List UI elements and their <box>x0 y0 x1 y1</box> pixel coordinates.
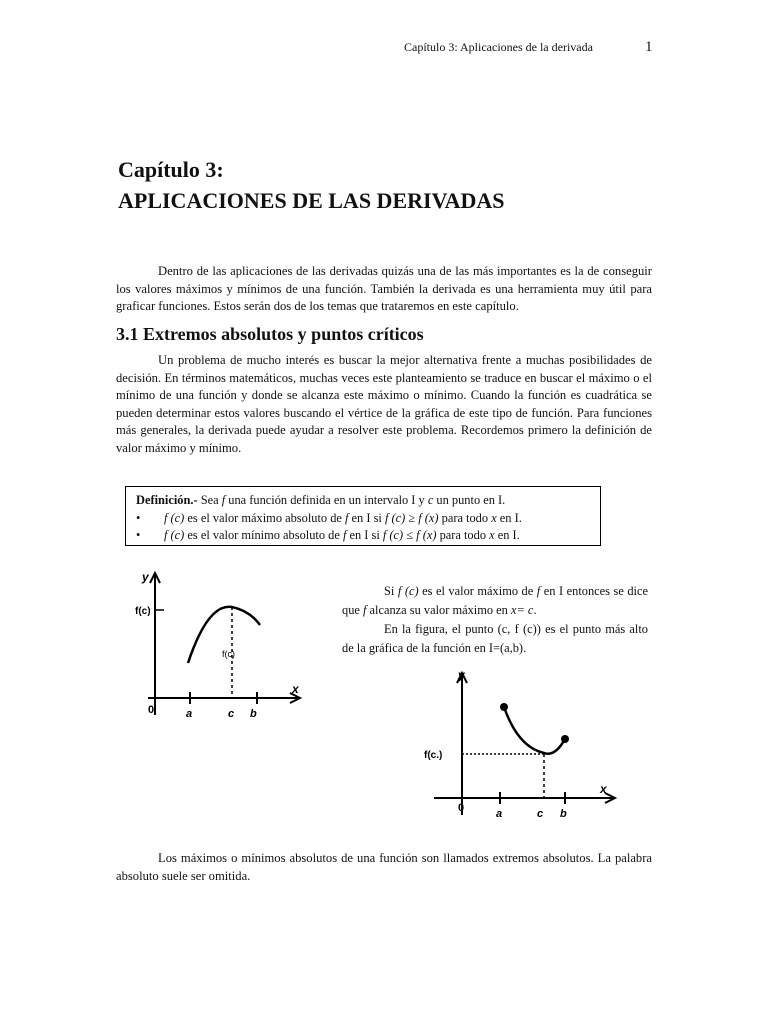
intro-text: Dentro de las aplicaciones de las derivadas quizás una de las más importantes es la de conseguir los valores máximos y mínimos de una función. También la derivada es una herramienta muy útil para graficar funciones. Estos serán dos de los temas que trataremos en este capítulo. <box>116 264 652 313</box>
x-axis-label: x <box>292 682 299 696</box>
page-number: 1 <box>645 39 653 55</box>
running-header: Capítulo 3: Aplicaciones de la derivada <box>404 40 593 54</box>
fc-label: f(c.) <box>424 750 443 761</box>
curve-label: f(c) <box>222 649 235 659</box>
section-paragraph <box>116 352 652 457</box>
figure-minimum <box>420 665 620 825</box>
definition-bullet-max: • f (c) es el valor máximo absoluto de f en I si f (c) ≥ f (x) para todo x en I. <box>136 510 600 528</box>
y-axis-label: y <box>142 570 149 584</box>
y-axis-label: y <box>458 668 465 682</box>
section-text: Un problema de mucho interés es buscar la mejor alternativa frente a muchas posibilidades de decisión. En términos matemáticos, muchas veces este planteamiento se traduce en buscar el máximo o el mínimo de una función y donde se alcanza este máximo o mínimo. Cuando la función es cuadrática se pueden determinar estos valores buscando el vértice de la gráfica de este tipo de función. Para funciones más generales, la derivada puede ayudar a resolver este problema. Recordemos primero la definición de valor máximo y mínimo. <box>116 353 652 455</box>
definition-bullet-min: • f (c) es el valor mínimo absoluto de f en I si f (c) ≤ f (x) para todo x en I. <box>136 527 600 545</box>
c-label: c <box>537 808 544 820</box>
chapter-title-line2: APLICACIONES DE LAS DERIVADAS <box>118 188 505 213</box>
x-axis-label: x <box>600 782 607 796</box>
definition-intro: Definición.- Sea f una función definida en un intervalo I y c un punto en I. <box>136 493 506 507</box>
origin-label: 0 <box>458 802 465 814</box>
definition-box <box>125 486 601 546</box>
chapter-title <box>118 154 505 216</box>
bullet-icon: • <box>136 528 141 542</box>
endpoint-a-dot <box>500 703 508 711</box>
chapter-title-line1: Capítulo 3: <box>118 157 224 182</box>
bullet-icon: • <box>136 510 141 525</box>
b-label: b <box>560 808 567 820</box>
a-label: a <box>186 708 193 720</box>
closing-paragraph <box>116 850 652 885</box>
side-explanation <box>342 582 648 658</box>
side-paragraph-2: En la figura, el punto (c, f (c)) es el punto más alto de la gráfica de la función en I=(a,b). <box>342 622 648 655</box>
fc-label: f(c) <box>135 606 151 617</box>
section-heading: 3.1 Extremos absolutos y puntos críticos <box>116 324 424 344</box>
intro-paragraph <box>116 263 652 316</box>
side-paragraph-1: Si f (c) es el valor máximo de f en I entonces se dice que f alcanza su valor máximo en x= c. <box>342 584 648 617</box>
closing-text: Los máximos o mínimos absolutos de una función son llamados extremos absolutos. La palabra absoluto suele ser omitida. <box>116 851 652 883</box>
a-label: a <box>496 808 503 820</box>
origin-label: 0 <box>148 704 155 716</box>
function-curve <box>504 707 565 754</box>
definition-label: Definición.- <box>136 493 198 507</box>
endpoint-b-dot <box>561 735 569 743</box>
c-label: c <box>228 708 235 720</box>
figure-maximum <box>130 565 310 725</box>
b-label: b <box>250 708 257 720</box>
